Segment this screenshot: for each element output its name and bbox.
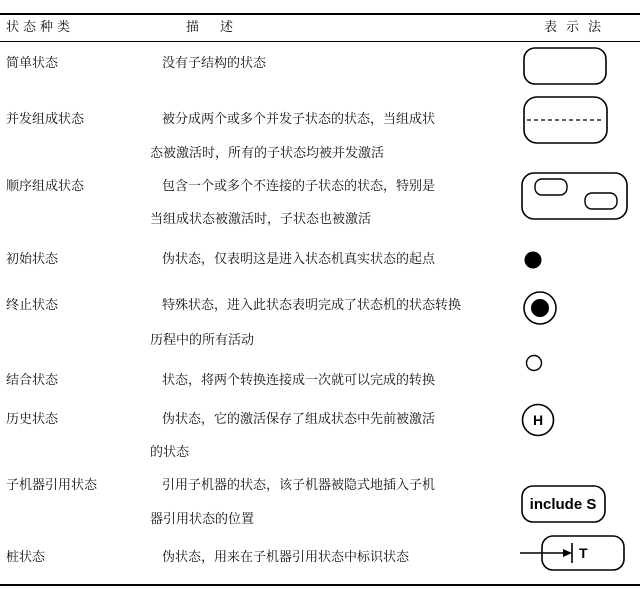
row-kind-stub-state: 桩状态 bbox=[6, 550, 46, 565]
row-kind-junction-state: 结合状态 bbox=[6, 373, 59, 388]
row-kind-simple-state: 简单状态 bbox=[6, 56, 59, 71]
header-description: 描 述 bbox=[186, 20, 238, 35]
row-desc-junction-state-1: 状态，将两个转换连接成一次就可以完成的转换 bbox=[162, 373, 436, 388]
row-desc-sequential-state-1: 包含一个或多个不连接的子状态的状态，特别是 bbox=[162, 179, 436, 194]
row-desc-simple-state-1: 没有子结构的状态 bbox=[162, 56, 267, 71]
history-state-symbol bbox=[521, 403, 555, 437]
row-desc-final-state-2: 历程中的所有活动 bbox=[150, 333, 255, 348]
sequential-state-symbol bbox=[521, 172, 629, 222]
top-rule bbox=[0, 13, 640, 15]
simple-state-symbol bbox=[523, 47, 607, 87]
row-desc-history-state-2: 的状态 bbox=[150, 445, 190, 460]
row-desc-final-state-1: 特殊状态，进入此状态表明完成了状态机的状态转换 bbox=[162, 298, 462, 313]
stub-state-label: T bbox=[579, 545, 588, 561]
row-kind-concurrent-state: 并发组成状态 bbox=[6, 112, 85, 127]
concurrent-state-symbol bbox=[523, 96, 609, 146]
junction-state-symbol bbox=[524, 353, 544, 373]
row-desc-stub-state-1: 伪状态，用来在子机器引用状态中标识状态 bbox=[162, 550, 410, 565]
header-notation: 表示法 bbox=[544, 20, 611, 35]
row-kind-final-state: 终止状态 bbox=[6, 298, 59, 313]
initial-state-symbol bbox=[523, 250, 543, 270]
row-desc-concurrent-state-2: 态被激活时，所有的子状态均被并发激活 bbox=[150, 146, 385, 161]
bottom-rule bbox=[0, 584, 640, 586]
header-kind: 状态种类 bbox=[6, 20, 75, 35]
row-kind-history-state: 历史状态 bbox=[6, 412, 59, 427]
row-desc-history-state-1: 伪状态，它的激活保存了组成状态中先前被激活 bbox=[162, 412, 436, 427]
row-desc-submachine-state-1: 引用子机器的状态，该子机器被隐式地插入子机 bbox=[162, 478, 436, 493]
submachine-state-symbol bbox=[521, 485, 607, 525]
stub-state-symbol bbox=[520, 535, 630, 575]
row-kind-submachine-state: 子机器引用状态 bbox=[6, 478, 98, 493]
submachine-state-label: include S bbox=[529, 496, 597, 513]
row-kind-sequential-state: 顺序组成状态 bbox=[6, 179, 85, 194]
row-desc-submachine-state-2: 器引用状态的位置 bbox=[150, 512, 255, 527]
final-state-symbol bbox=[522, 290, 558, 326]
header-rule bbox=[0, 41, 640, 42]
row-desc-concurrent-state-1: 被分成两个或多个并发子状态的状态，当组成状 bbox=[162, 112, 436, 127]
row-kind-initial-state: 初始状态 bbox=[6, 252, 59, 267]
history-state-label: H bbox=[532, 412, 544, 428]
row-desc-sequential-state-2: 当组成状态被激活时，子状态也被激活 bbox=[150, 212, 372, 227]
row-desc-initial-state-1: 伪状态，仅表明这是进入状态机真实状态的起点 bbox=[162, 252, 436, 267]
